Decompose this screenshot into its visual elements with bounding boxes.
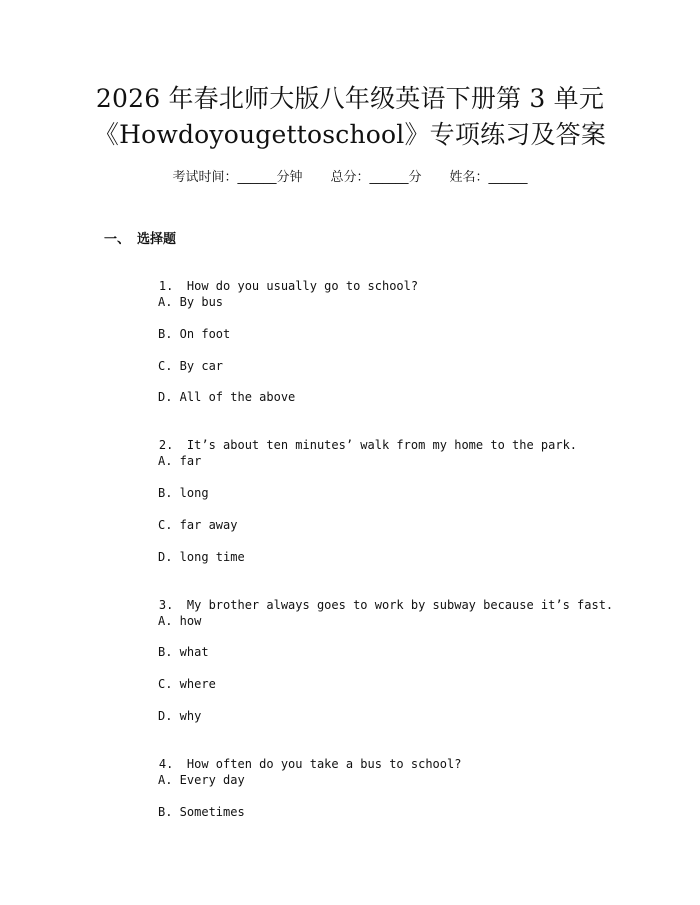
question-2-option-a: A. far: [158, 454, 202, 468]
question-4-option-b: B. Sometimes: [158, 805, 245, 819]
section-heading: [104, 231, 176, 249]
question-text: How do you usually go to school?: [186, 279, 419, 293]
question-3: [130, 581, 613, 629]
question-text: My brother always goes to work by subway because it’s fast.: [186, 598, 614, 612]
question-number: 1.: [158, 279, 174, 293]
question-1-option-b: B. On foot: [158, 327, 231, 341]
question-1-option-c: C. By car: [158, 359, 224, 373]
question-3-option-c: C. where: [158, 677, 216, 691]
question-text: It’s about ten minutes’ walk from my home to the park.: [186, 438, 578, 452]
page-title-line-2: 《Howdoyougettoschool》专项练习及答案: [93, 120, 607, 149]
question-2-option-c: C. far away: [158, 518, 238, 532]
question-1-option-a: A. By bus: [158, 295, 224, 309]
question-2-option-b: B. long: [158, 486, 209, 500]
question-number: 4.: [158, 757, 174, 771]
exam-time-label: 考试时间：______分钟: [172, 170, 303, 185]
section-title: 选择题: [137, 232, 177, 247]
student-name-label: 姓名：______: [449, 170, 528, 185]
question-number: 2.: [158, 438, 174, 452]
question-3-option-a: A. how: [158, 614, 202, 628]
question-number: 3.: [158, 598, 174, 612]
question-2-option-d: D. long time: [158, 550, 245, 564]
question-1-option-d: D. All of the above: [158, 390, 296, 404]
exam-meta: [0, 169, 700, 187]
total-score-label: 总分：______分: [330, 170, 422, 185]
question-4-option-a: A. Every day: [158, 773, 245, 787]
page-title-line-1: 2026 年春北师大版八年级英语下册第 3 单元: [95, 84, 605, 113]
question-text: How often do you take a bus to school?: [186, 757, 462, 771]
question-3-option-b: B. what: [158, 645, 209, 659]
question-3-option-d: D. why: [158, 709, 202, 723]
section-number: 一、: [104, 232, 131, 247]
